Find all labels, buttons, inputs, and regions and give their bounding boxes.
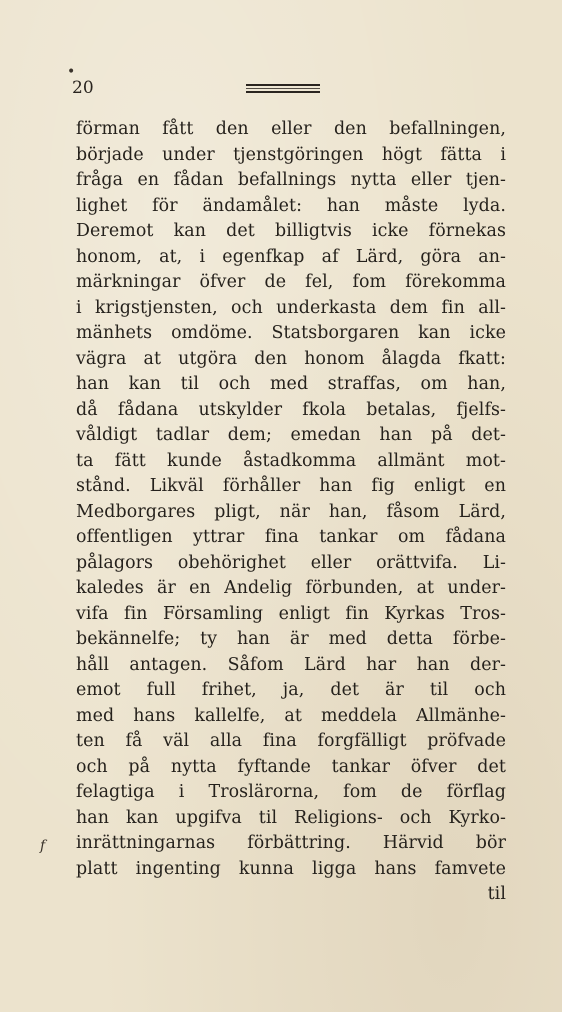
margin-mark: f — [40, 838, 46, 854]
text-line: bekännelfe; ty han är med detta förbe- — [76, 629, 506, 649]
page-number: 20 — [72, 78, 94, 98]
text-line: han kan upgifva til Religions- och Kyrko- — [76, 807, 506, 828]
ornament-rule — [246, 88, 320, 89]
text-line: fråga en fådan befallnings nytta eller tjen- — [76, 170, 506, 190]
text-line: vägra at utgöra den honom ålagda fkatt: — [76, 348, 506, 369]
text-line: i krigstjensten, och underkasta dem fin all- — [76, 297, 506, 318]
text-line: platt ingenting kunna ligga hans famvete — [76, 858, 506, 879]
text-line: han kan til och med straffas, om han, — [76, 374, 506, 394]
text-line: offentligen yttrar fina tankar om fådana — [76, 527, 506, 547]
text-line: Medborgares pligt, när han, fåsom Lärd, — [76, 501, 506, 522]
text-line: med hans kallelfe, at meddela Allmänhe- — [76, 705, 506, 726]
text-line: emot full frihet, ja, det är til och — [76, 680, 506, 700]
text-line: började under tjenstgöringen högt fätta i — [76, 144, 506, 165]
header-ornament — [246, 84, 320, 95]
margin-mark: • — [67, 64, 76, 80]
text-line: och på nytta fyftande tankar öfver det — [76, 756, 506, 777]
ornament-rule — [246, 91, 320, 93]
text-line: stånd. Likväl förhåller han fig enligt en — [76, 476, 506, 496]
text-line: felagtiga i Troslärorna, fom de förflag — [76, 782, 506, 802]
text-line: håll antagen. Såfom Lärd har han der- — [76, 654, 506, 675]
text-line: honom, at, i egenfkap af Lärd, göra an- — [76, 246, 506, 267]
text-line: inrättningarnas förbättring. Härvid bör — [76, 833, 506, 853]
body-text — [76, 117, 506, 908]
text-line: lighet för ändamålet: han måste lyda. — [76, 195, 506, 216]
ornament-rule — [246, 84, 320, 86]
text-line: Deremot kan det billigtvis icke förnekas — [76, 221, 506, 241]
text-line: då fådana utskylder fkola betalas, fjelfs- — [76, 399, 506, 420]
text-line: märkningar öfver de fel, fom förekomma — [76, 272, 506, 292]
page-header — [72, 78, 512, 102]
text-line: pålagors obehörighet eller orättvifa. Li- — [76, 552, 506, 573]
text-line: mänhets omdöme. Statsborgaren kan icke — [76, 323, 506, 343]
text-line: förman fått den eller den befallningen, — [76, 119, 506, 139]
text-line: vifa fin Församling enligt fin Kyrkas Tros- — [76, 603, 506, 624]
text-line: kaledes är en Andelig förbunden, at under- — [76, 578, 506, 598]
text-line: ta fätt kunde åstadkomma allmänt mot- — [76, 450, 506, 471]
catchword: til — [487, 884, 506, 904]
text-line: ten få väl alla fina forgfälligt pröfvade — [76, 731, 506, 751]
text-line: våldigt tadlar dem; emedan han på det- — [76, 425, 506, 445]
